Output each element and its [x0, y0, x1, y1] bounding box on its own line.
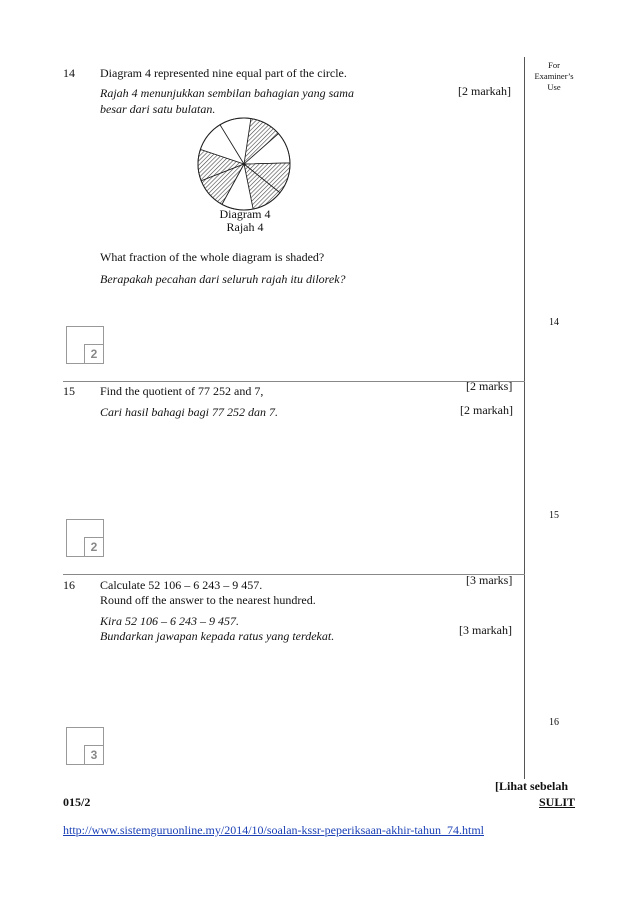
q16-mark-box-score: 3: [84, 745, 103, 764]
q14-question-en: What fraction of the whole diagram is shaded?: [100, 250, 325, 264]
q16-text-ms-line1: Kira 52 106 – 6 243 – 9 457.: [100, 614, 240, 628]
q14-diagram-caption: [185, 208, 305, 234]
q14-text-en: Diagram 4 represented nine equal part of the circle.: [100, 66, 347, 80]
q14-mark-box[interactable]: [66, 326, 104, 364]
q14-text-ms-line2: besar dari satu bulatan.: [100, 102, 216, 116]
next-page-label: [Lihat sebelah: [495, 779, 569, 793]
diagram-label-en: Diagram 4: [219, 207, 271, 221]
q15-mark-box[interactable]: [66, 519, 104, 557]
q14-mark-box-score: 2: [84, 344, 103, 363]
q14-pie-diagram: [192, 112, 296, 216]
q16-text-en-line2: Round off the answer to the nearest hundred.: [100, 593, 316, 607]
paper-code: 015/2: [63, 795, 91, 809]
q14-text-ms-line1: Rajah 4 menunjukkan sembilan bahagian yang sama: [100, 86, 354, 100]
q15-separator: [63, 574, 525, 575]
q14-question-ms: Berapakah pecahan dari seluruh rajah itu dilorek?: [100, 272, 346, 286]
q15-mark-box-score: 2: [84, 537, 103, 556]
source-url-link[interactable]: http://www.sistemguruonline.my/2014/10/soalan-kssr-peperiksaan-akhir-tahun_74.html: [63, 823, 485, 837]
examiner-column-divider: [524, 57, 525, 779]
q16-mark-box[interactable]: [66, 727, 104, 765]
examiner-use-label: For Examiner’s Use: [534, 60, 574, 92]
q16-side-number: 16: [549, 717, 559, 728]
q14-number: 14: [63, 66, 75, 80]
q15-text-ms: Cari hasil bahagi bagi 77 252 dan 7.: [100, 405, 279, 419]
q16-text-en-line1: Calculate 52 106 – 6 243 – 9 457.: [100, 578, 263, 592]
q16-marks-ms: [3 markah]: [459, 623, 512, 637]
q14-separator: [63, 381, 525, 382]
q14-side-number: 14: [549, 317, 559, 328]
q16-text-ms-line2: Bundarkan jawapan kepada ratus yang terdekat.: [100, 629, 335, 643]
q14-marks-ms: [2 markah]: [458, 84, 511, 98]
q15-text-en: Find the quotient of 77 252 and 7,: [100, 384, 264, 398]
q15-side-number: 15: [549, 510, 559, 521]
diagram-label-ms: Rajah 4: [226, 220, 264, 234]
q15-marks-en: [2 marks]: [466, 379, 513, 393]
q15-number: 15: [63, 384, 75, 398]
secret-label: SULIT: [539, 795, 576, 809]
q16-marks-en: [3 marks]: [466, 573, 513, 587]
q15-marks-ms: [2 markah]: [460, 403, 513, 417]
q16-number: 16: [63, 578, 75, 592]
